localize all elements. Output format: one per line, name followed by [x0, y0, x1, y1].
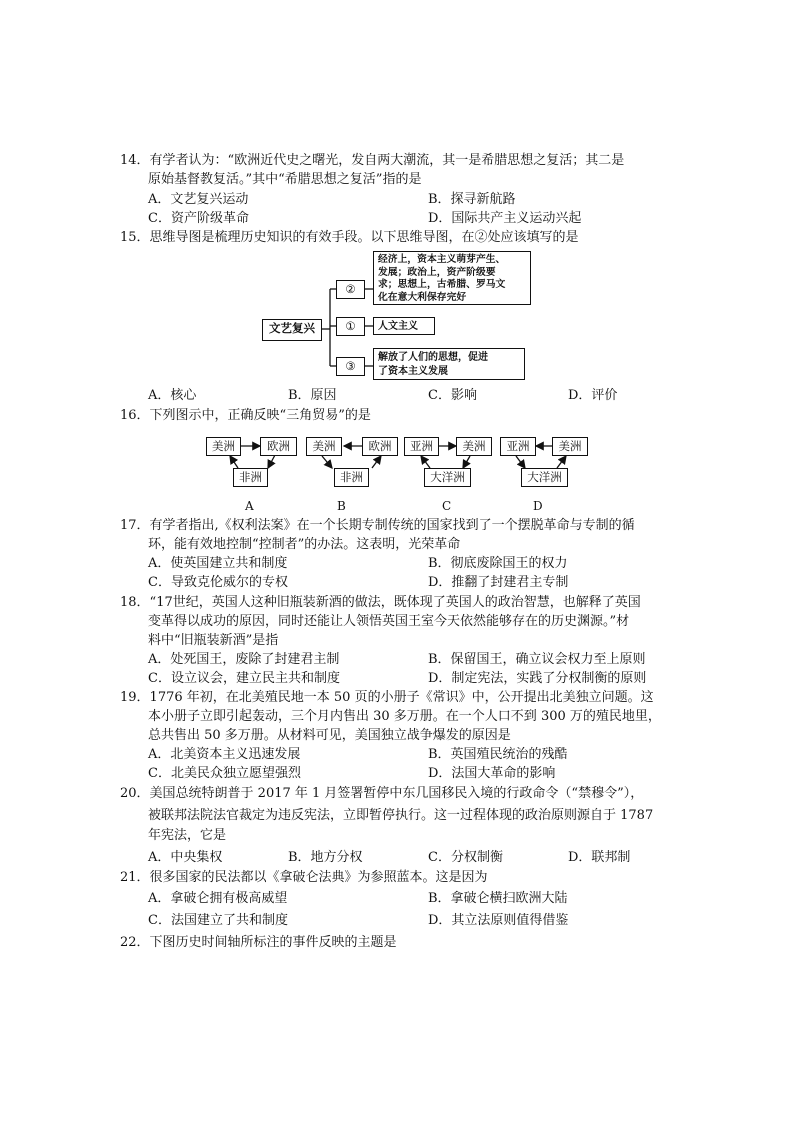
diagram-c-top-left: 亚洲: [404, 437, 439, 456]
q21-option-a[interactable]: A．拿破仑拥有极高威望: [148, 891, 288, 906]
q15-number: 15．: [120, 230, 150, 245]
q17-number: 17．: [120, 518, 150, 533]
q16-text1: 下列图示中，正确反映“三角贸易”的是: [149, 408, 371, 423]
q18-number: 18．: [120, 595, 150, 610]
q20-stem-line3: 年宪法，它是: [148, 828, 227, 843]
q19-stem-line1: [120, 689, 654, 706]
q21-text1: 很多国家的民法都以《拿破仑法典》为参照蓝本。这是因为: [149, 870, 488, 885]
diagram-d-bottom: 大洋洲: [521, 468, 568, 487]
q18-option-b[interactable]: B．保留国王，确立议会权力至上原则: [428, 652, 646, 667]
q20-number: 20．: [120, 786, 150, 801]
q21-option-d[interactable]: D．其立法原则值得借鉴: [428, 913, 569, 928]
mind-map-root: 文艺复兴: [262, 319, 322, 341]
q20-stem-line1: [120, 785, 643, 802]
q19-number: 19．: [120, 690, 150, 705]
mind-map-node-1: ①: [336, 317, 365, 336]
q20-option-a[interactable]: A．中央集权: [148, 850, 223, 865]
q19-option-b[interactable]: B．英国殖民统治的残酷: [428, 747, 568, 762]
diagram-a-bottom: 非洲: [233, 468, 268, 487]
q19-option-a[interactable]: A．北美资本主义迅速发展: [148, 747, 301, 762]
q16-number: 16．: [120, 408, 150, 423]
q14-number: 14．: [120, 153, 150, 168]
mind-map-text-2-l3: 求；思想上，古希腊、罗马文: [378, 279, 506, 290]
q17-option-b[interactable]: B．彻底废除国王的权力: [428, 556, 568, 571]
q18-option-c[interactable]: C．设立议会，建立民主共和制度: [148, 671, 340, 686]
q14-option-d[interactable]: D．国际共产主义运动兴起: [428, 211, 582, 226]
q21-option-b[interactable]: B．拿破仑横扫欧洲大陆: [428, 891, 568, 906]
q21-number: 21．: [120, 870, 150, 885]
diagram-d-label[interactable]: D: [533, 499, 543, 513]
q18-option-d[interactable]: D．制定宪法，实践了分权制衡的原则: [428, 671, 647, 686]
q15-option-a[interactable]: A．核心: [148, 388, 197, 403]
q17-option-a[interactable]: A．使英国建立共和制度: [148, 556, 288, 571]
q15-text1: 思维导图是梳理历史知识的有效手段。以下思维导图，在②处应该填写的是: [149, 230, 579, 245]
q14-stem-line2: 原始基督教复活。”其中“希腊思想之复活”指的是: [148, 172, 422, 187]
diagram-b-top-left: 美洲: [306, 437, 342, 456]
diagram-b-top-right: 欧洲: [362, 437, 398, 456]
q18-stem-line3: 料中“旧瓶装新酒”是指: [148, 633, 279, 648]
q14-option-a[interactable]: A．文艺复兴运动: [148, 192, 249, 207]
diagram-c-label[interactable]: C: [442, 499, 452, 513]
q15-option-c[interactable]: C．影响: [428, 388, 477, 403]
diagram-a-top-left: 美洲: [206, 437, 241, 456]
q22-stem-line1: [120, 934, 397, 951]
q20-text1: 美国总统特朗普于 2017 年 1 月签署暂停中东几国移民入境的行政命令（“禁穆令”），: [149, 786, 644, 801]
q18-text1: “17世纪，英国人这种旧瓶装新酒的做法，既体现了英国人的政治智慧，也解释了英国: [149, 595, 641, 610]
q17-stem-line2: 环，能有效地控制“控制者”的办法。这表明，光荣革命: [148, 537, 461, 552]
diagram-d-top-right: 美洲: [552, 437, 588, 456]
mind-map-text-2-l1: 经济上，资本主义萌芽产生、: [378, 254, 506, 265]
mind-map-node-2: ②: [336, 280, 365, 299]
q17-stem-line1: [120, 517, 635, 534]
q19-stem-line3: 总共售出 50 多万册。从材料可见，美国独立战争爆发的原因是: [148, 728, 511, 743]
q19-option-d[interactable]: D．法国大革命的影响: [428, 766, 556, 781]
q19-option-c[interactable]: C．北美民众独立愿望强烈: [148, 766, 301, 781]
diagram-b-bottom: 非洲: [334, 468, 369, 487]
q18-option-a[interactable]: A．处死国王，废除了封建君主制: [148, 652, 340, 667]
diagram-d-top-left: 亚洲: [500, 437, 536, 456]
q17-option-d[interactable]: D．推翻了封建君主专制: [428, 575, 569, 590]
diagram-a-top-right: 欧洲: [260, 437, 297, 456]
q14-option-c[interactable]: C．资产阶级革命: [148, 211, 249, 226]
q20-option-b[interactable]: B．地方分权: [288, 850, 363, 865]
q22-text1: 下图历史时间轴所标注的事件反映的主题是: [149, 935, 397, 950]
mind-map-node-3: ③: [336, 357, 365, 376]
mind-map-text-3-l2: 了资本主义发展: [378, 366, 448, 377]
q19-text1: 1776 年初，在北美殖民地一本 50 页的小册子《常识》中，公开提出北美独立问题。这: [149, 690, 654, 705]
q21-option-c[interactable]: C．法国建立了共和制度: [148, 913, 288, 928]
q20-stem-line2: 被联邦法院法官裁定为违反宪法，立即暂停执行。这一过程体现的政治原则源自于 1787: [148, 808, 654, 823]
q14-option-b[interactable]: B．探寻新航路: [428, 192, 516, 207]
diagram-b-label[interactable]: B: [337, 499, 346, 513]
q21-stem-line1: [120, 869, 488, 886]
q22-number: 22．: [120, 935, 150, 950]
diagram-c-top-right: 美洲: [456, 437, 492, 456]
diagram-c-bottom: 大洋洲: [424, 468, 471, 487]
q17-text1: 有学者指出,《权利法案》在一个长期专制传统的国家找到了一个摆脱革命与专制的循: [149, 518, 635, 533]
q18-stem-line2: 变革得以成功的原因，同时还能让人领悟英国王室今天依然能够存在的历史渊源。”材: [148, 614, 630, 629]
q17-option-c[interactable]: C．导致克伦威尔的专权: [148, 575, 288, 590]
q14-text1: 有学者认为：“欧洲近代史之曙光，发自两大潮流，其一是希腊思想之复活；其二是: [149, 153, 625, 168]
q15-option-b[interactable]: B．原因: [288, 388, 337, 403]
mind-map-text-1: 人文主义: [373, 317, 435, 335]
q20-option-c[interactable]: C．分权制衡: [428, 850, 503, 865]
q20-option-d[interactable]: D．联邦制: [568, 850, 631, 865]
mind-map-text-2-l4: 化在意大利保存完好: [378, 291, 467, 303]
mind-map-text-2-l2: 发展；政治上，资产阶级要: [378, 266, 496, 278]
q15-option-d[interactable]: D．评价: [568, 388, 618, 403]
diagram-a-label[interactable]: A: [245, 499, 254, 513]
mind-map-text-3-l1: 解放了人们的思想，促进: [378, 352, 488, 363]
q18-stem-line1: [120, 594, 641, 611]
q19-stem-line2: 本小册子立即引起轰动，三个月内售出 30 多万册。在一个人口不到 300 万的殖民地里，: [148, 709, 661, 724]
